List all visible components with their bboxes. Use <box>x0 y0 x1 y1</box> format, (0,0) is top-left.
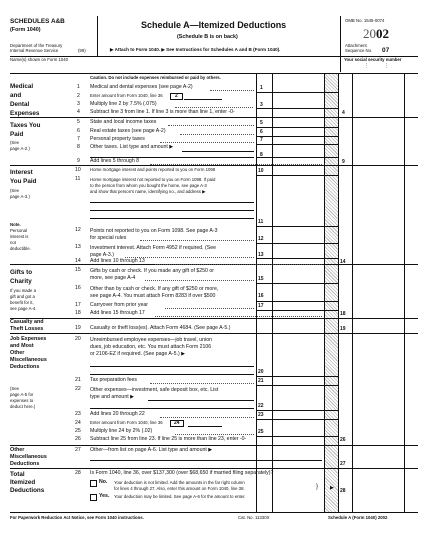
line-20-label: Unreimbursed employee expenses—job travel, union dues, job education, etc. You must attach Form 2106 or 2106-EZ if required. (See page A-5.) ▶ <box>90 337 212 357</box>
line-19-amount[interactable] <box>353 319 403 332</box>
tax-year: 2002 <box>363 26 389 41</box>
line-23-amount[interactable] <box>273 411 323 419</box>
form-title: Schedule A—Itemized Deductions <box>141 20 287 30</box>
line-25-label: Multiply line 24 by 2% (.02) <box>90 428 153 434</box>
line-16-amount[interactable] <box>273 284 323 300</box>
catalog-number: Cat. No. 11330X <box>238 515 270 520</box>
line-15-amount[interactable] <box>273 266 323 282</box>
line-5-amount[interactable] <box>273 118 323 126</box>
line-22-amount[interactable] <box>273 386 323 410</box>
name-label: Name(s) shown on Form 1040 <box>10 57 69 62</box>
line-22-label: Other expenses—investment, safe deposit box, etc. List type and amount ▶ <box>90 387 219 400</box>
line-21-amount[interactable] <box>273 377 323 385</box>
line-5-label: State and local income taxes <box>90 119 157 125</box>
section-other-misc: Other Miscellaneous Deductions <box>10 447 47 467</box>
line-2-amount[interactable] <box>184 93 222 100</box>
section-taxes: Taxes You Paid <box>10 122 41 138</box>
line-15-label: Gifts by cash or check. If you made any gift of $250 or more, see page A-4 <box>90 268 214 281</box>
line-6-label: Real estate taxes (see page A-2) <box>90 128 166 134</box>
attach-instruction: ▶ Attach to Form 1040. ▶ See Instructions for Schedules A and B (Form 1040). <box>110 47 281 52</box>
ssn-label: Your social security number <box>344 57 402 62</box>
line-28-amount[interactable] <box>353 480 403 494</box>
line-27-label: Other—from list on page A-6. List type and amount ▶ <box>90 447 213 453</box>
irs-code: (99) <box>78 48 86 53</box>
line-28-yes-text: Your deduction may be limited. See page A-6 for the amount to enter. <box>114 494 246 499</box>
sequence-number: 07 <box>382 47 390 54</box>
line-12-amount[interactable] <box>273 228 323 242</box>
line-28-no-label: No. <box>99 479 108 485</box>
line-4-amount[interactable] <box>353 108 403 117</box>
caution-text: Caution. Do not include expenses reimbursed or paid by others. <box>90 75 221 80</box>
footer-form-id: Schedule A (Form 1040) 2002 <box>328 515 388 520</box>
line-19-label: Casualty or theft loss(es). Attach Form 4684. (See page A-5.) <box>90 325 231 331</box>
attachment-label: Attachment <box>345 43 367 48</box>
ssn-field[interactable] <box>342 63 418 72</box>
line-14-label: Add lines 10 through 13 <box>90 258 145 264</box>
section-total: Total Itemized Deductions <box>10 471 45 494</box>
irs-label: Internal Revenue Service <box>10 48 59 53</box>
line-7-amount[interactable] <box>273 136 323 144</box>
line-28-yes-checkbox[interactable] <box>90 494 97 501</box>
line-3-amount[interactable] <box>273 100 323 108</box>
line-7-label: Personal property taxes <box>90 136 145 142</box>
line-1-label: Medical and dental expenses (see page A-2) <box>90 84 193 90</box>
line-8-amount[interactable] <box>273 146 323 157</box>
line-9-label: Add lines 5 through 8 <box>90 158 140 164</box>
line-18-amount[interactable] <box>353 310 403 318</box>
line-3-label: Multiply line 2 by 7.5% (.075) <box>90 101 157 107</box>
interest-caveat: Note. Personal interest is not deductible. <box>10 222 31 251</box>
gifts-note: If you made a gift and got a benefit for it, see page A-4. <box>10 288 37 311</box>
line-25-amount[interactable] <box>273 428 323 436</box>
line-11-amount[interactable] <box>273 177 323 225</box>
section-interest: Interest You Paid <box>10 169 37 185</box>
line-23-label: Add lines 20 through 22 <box>90 411 145 417</box>
paperwork-notice: For Paperwork Reduction Act Notice, see Form 1040 instructions. <box>10 515 144 520</box>
form-ref: (Form 1040) <box>10 27 41 33</box>
job-note: (See page A-5 for expenses to deduct here.) <box>10 386 36 409</box>
line-28-no-checkbox[interactable] <box>90 480 97 487</box>
sequence-label: Sequence No. <box>345 48 373 53</box>
form-subtitle: (Schedule B is on back) <box>177 34 238 40</box>
dept-label: Department of the Treasury <box>10 43 63 48</box>
line-27-amount[interactable] <box>353 446 403 467</box>
line-8-label: Other taxes. List type and amount ▶ <box>90 144 174 150</box>
section-casualty: Casualty and Theft Losses <box>10 319 44 332</box>
line-9-amount[interactable] <box>353 157 403 165</box>
line-20-amount[interactable] <box>273 336 323 376</box>
line-26-label: Subtract line 25 from line 23. If line 25 is more than line 23, enter -0- <box>90 436 247 442</box>
line-10-amount[interactable] <box>273 166 323 174</box>
line-13-label: Investment interest. Attach Form 4952 if required. (See page A-3.) <box>90 245 217 258</box>
omb-number: OMB No. 1545-0074 <box>345 18 385 23</box>
line-6-amount[interactable] <box>273 127 323 135</box>
section-job-expenses: Job Expenses and Most Other Miscellaneous Deductions <box>10 336 47 370</box>
schedule-a-form: SCHEDULES A&B (Form 1040) Department of the Treasury Internal Revenue Service (99) Schedule A—Itemized Deductions (Schedule B is on back) ▶ Attach to Form 1040. ▶ See Instructions for Schedules A and B (Form 1040). OMB No. 1545-0074 2002 Attachment Sequence No. 07 Name(s) shown on Form 1040 Your social security number ⋮ ⋮ Medical and Dental Expenses Caution. Do not include expenses reimbursed or paid by others. 1 Medical and dental expenses (see page A-2) 1 2 Enter amount from Form 1040, line 36 2 3 Multiply line 2 by 7.5% (.075) 3 4 Subtract line 3 from line 1. If line 3 is more than line 1, enter -0- 4 Taxes You Paid (See page A-2.) 5 State and local income taxes 5 6 Real estate taxes (see page A-2) 6 7 Personal property taxes 7 8 Other taxes. List type and amount ▶ 8 9 Add lines 5 through 8 9 Interest You Paid (See page A-3.) Note. Personal interest is not deductible. 10 Home mortgage interest and points reported to you on Form 1098 10 11 Home mortgage interest not reported to you on Form 1098. If paid to the person from whom you bought the home, see page A-3 and show that person's name, identifying no., and address ▶ 11 12 Points not reported to you on Form 1098. See page A-3 for special rules 12 13 Investment interest. Attach Form 4952 if required. (See page A-3.) 13 14 Add lines 10 through 13 14 Gifts to Charity If you made a gift and got a benefit for it, see page A-4. 15 Gifts by cash or check. If you made any gift of $250 or more, see page A-4 15 16 Other than by cash or check. If any gift of $250 or more, see page A-4. You must attach Form 8283 if over $500 16 17 Carryover from prior year 17 18 Add lines 15 through 17 18 Casualty and Theft Losses 19 Casualty or theft loss(es). Attach Form 4684. (See page A-5.) 19 Job Expenses and Most Other Miscellaneous Deductions (See page A-5 for expenses to deduct here.) 20 Unreimbursed employee expenses—job travel, union dues, job education, etc. You must attach Form 2106 or 2106-EZ if required. (See page A-5.) ▶ 20 21 Tax preparation fees 21 22 Other expenses—investment, safe deposit box, etc. List type and amount ▶ 22 23 Add lines 20 through 22 23 24 Enter amount from Form 1040, line 36 24 25 Multiply line 24 by 2% (.02) 25 26 Subtract line 25 from line 23. If line 25 is more than line 23, enter -0- 26 Other Miscellaneous Deductions 27 Other—from list on page A-6. List type and amount ▶ 27 Total Itemized Deductions 28 Is Form 1040, line 36, over $137,300 (over $68,650 if married filing separately)? No. Your deduction is not limited. Add the amounts in the far right column for lines 4 through 27. Also, enter this amount on Form 1040, line 38. } ▶ Yes. Your deduction may be limited. See page A-6 for the amount to enter. 28 For Paperwork Reduction Act Notice, see Form 1040 instructions. Cat. No. 11330X Schedule A (Form 1040) 2002 <box>0 0 428 554</box>
line-16-label: Other than by cash or check. If any gift of $250 or more, see page A-4. You must attach Form 8283 if over $500 <box>90 286 219 299</box>
line-26-amount[interactable] <box>353 436 403 444</box>
section-gifts: Gifts to Charity <box>10 269 33 285</box>
line-13-amount[interactable] <box>273 245 323 257</box>
line-10-label: Home mortgage interest and points reported to you on Form 1098 <box>90 167 216 172</box>
line-12-label: Points not reported to you on Form 1098. See page A-3 for special rules <box>90 228 218 241</box>
line-18-label: Add lines 15 through 17 <box>90 310 145 316</box>
line-28-yes-label: Yes. <box>99 493 110 499</box>
name-field[interactable] <box>10 63 338 72</box>
line-28-question: Is Form 1040, line 36, over $137,300 (over $68,650 if married filing separately)? <box>90 470 274 476</box>
line-24-amount[interactable] <box>188 420 222 427</box>
line-17-label: Carryover from prior year <box>90 302 148 308</box>
schedules-label: SCHEDULES A&B <box>10 18 65 25</box>
line-4-label: Subtract line 3 from line 1. If line 3 is more than line 1, enter -0- <box>90 109 235 115</box>
line-2-label: Enter amount from Form 1040, line 36 <box>90 93 163 98</box>
line-17-amount[interactable] <box>273 302 323 310</box>
line-1-amount[interactable] <box>273 83 323 91</box>
taxes-note: (See page A-2.) <box>10 140 30 151</box>
interest-note: (See page A-3.) <box>10 188 30 199</box>
line-14-amount[interactable] <box>353 258 403 264</box>
line-11-label: Home mortgage interest not reported to you on Form 1098. If paid to the person from whom you bought the home, see page A-3 and show that person's name, identifying no., and address ▶ <box>90 177 216 194</box>
line-21-label: Tax preparation fees <box>90 377 138 383</box>
line-28-no-text: Your deduction is not limited. Add the amounts in the far right column for lines 4 through 27. Also, enter this amount on Form 1040, line 38. <box>114 480 245 491</box>
section-medical: Medical and Dental Expenses <box>10 83 40 117</box>
line-24-label: Enter amount from Form 1040, line 36 <box>90 420 163 425</box>
